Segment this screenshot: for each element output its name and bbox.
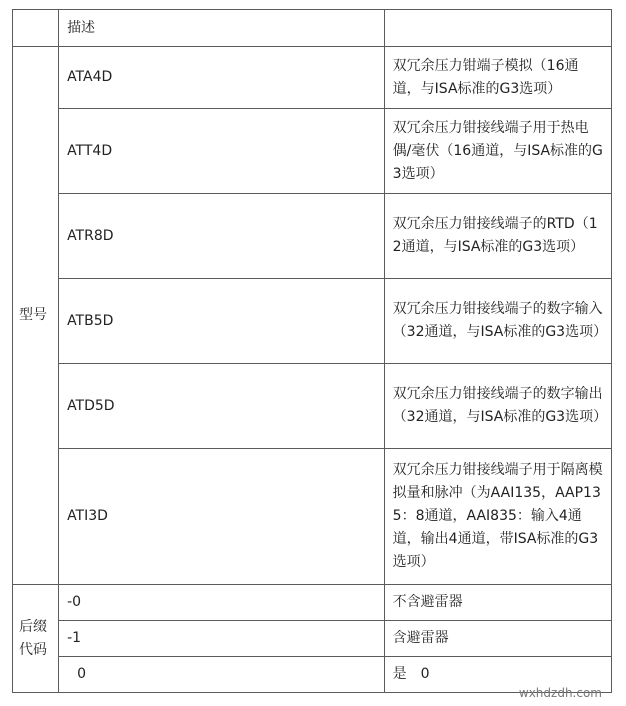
model-description: 双冗余压力钳端子模拟（16通道，与ISA标准的G3选项） (384, 47, 611, 109)
model-code: ATI3D (59, 449, 385, 585)
header-cell-description: 描述 (59, 10, 385, 47)
suffix-label-line2: 代码 (19, 641, 47, 658)
table-row (13, 194, 612, 279)
suffix-label-line1: 后缀 (19, 618, 47, 635)
suffix-description: 是 0 (384, 657, 611, 693)
header-row (13, 10, 612, 47)
model-code: ATR8D (59, 194, 385, 279)
table-row (13, 279, 612, 364)
model-description: 双冗余压力钳接线端子的数字输出（32通道，与ISA标准的G3选项） (384, 364, 611, 449)
model-code: ATT4D (59, 109, 385, 194)
suffix-description: 不含避雷器 (384, 585, 611, 621)
model-code: ATA4D (59, 47, 385, 109)
suffix-code: -0 (59, 585, 385, 621)
suffix-label (13, 585, 59, 693)
table-row (13, 449, 612, 585)
model-description: 双冗余压力钳接线端子的RTD（12通道，与ISA标准的G3选项） (384, 194, 611, 279)
suffix-code: 0 (59, 657, 385, 693)
model-description: 双冗余压力钳接线端子用于热电偶/毫伏（16通道，与ISA标准的G3选项） (384, 109, 611, 194)
header-cell-blank (13, 10, 59, 47)
model-description: 双冗余压力钳接线端子用于隔离模拟量和脉冲（为AAI135，AAP135：8通道，AAI835：输入4通道，输出4通道，带ISA标准的G3选项） (384, 449, 611, 585)
suffix-code: -1 (59, 621, 385, 657)
table-row (13, 585, 612, 621)
header-cell-blank-right (384, 10, 611, 47)
watermark: wxhdzdh.com (518, 686, 602, 700)
model-description: 双冗余压力钳接线端子的数字输入（32通道，与ISA标准的G3选项） (384, 279, 611, 364)
table-row (13, 621, 612, 657)
model-code: ATB5D (59, 279, 385, 364)
table-row (13, 47, 612, 109)
model-label: 型号 (13, 47, 59, 585)
model-code: ATD5D (59, 364, 385, 449)
spec-table (12, 9, 612, 693)
suffix-description: 含避雷器 (384, 621, 611, 657)
table-row (13, 364, 612, 449)
table-row (13, 109, 612, 194)
